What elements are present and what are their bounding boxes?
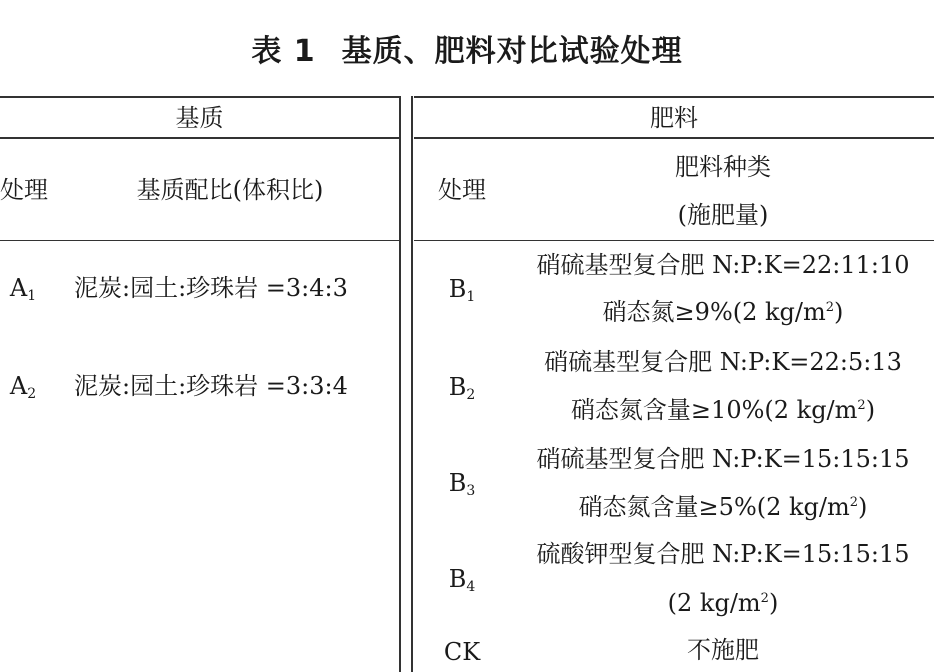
top-rule-left <box>0 96 399 98</box>
header-rule-right <box>414 240 934 241</box>
fertilizer-group-header: 肥料 <box>650 104 698 132</box>
fertilizer-row-b1-id: $B_1$ <box>448 275 476 305</box>
top-rule-right <box>414 96 934 98</box>
fertilizer-row-b4-line1: 硫酸钾型复合肥 N:P:K=15:15:15 <box>536 540 910 568</box>
table-title: 基质、肥料对比试验处理 <box>341 34 683 69</box>
fertilizer-row-b3-line2: 硝态氮含量≥5%(2 $kg/m^2$) <box>578 493 868 521</box>
fertilizer-row-b2-line1: 硝硫基型复合肥 N:P:K=22:5:13 <box>544 348 902 376</box>
fertilizer-amount-header: (施肥量) <box>677 201 769 229</box>
fertilizer-type-header: 肥料种类 <box>675 153 771 181</box>
fertilizer-row-b4-line2: (2 $kg/m^2$) <box>667 589 779 617</box>
fertilizer-row-b2-line2: 硝态氮含量≥10%(2 $kg/m^2$) <box>570 396 876 424</box>
substrate-row-a1-ratio: 泥炭:园土:珍珠岩 =3:4:3 <box>74 274 348 302</box>
group-rule-left <box>0 137 399 139</box>
divider-line-left <box>399 96 401 672</box>
divider-line-right <box>411 96 413 672</box>
substrate-treatment-header: 处理 <box>0 176 48 204</box>
table-number: 表 1 <box>251 34 316 69</box>
fertilizer-row-ck-id: CK <box>443 638 481 666</box>
fertilizer-row-b1-line2: 硝态氮≥9%(2 $kg/m^2$) <box>602 298 844 326</box>
fertilizer-row-b4-id: $B_4$ <box>448 565 476 595</box>
substrate-row-a1-id: $A_1$ <box>9 274 37 304</box>
fertilizer-row-b1-line1: 硝硫基型复合肥 N:P:K=22:11:10 <box>536 251 910 279</box>
table-caption <box>0 26 934 70</box>
header-rule-left <box>0 240 399 241</box>
fertilizer-treatment-header: 处理 <box>438 176 486 204</box>
substrate-row-a2-id: $A_2$ <box>9 372 37 402</box>
fertilizer-row-ck-text: 不施肥 <box>687 636 759 664</box>
substrate-ratio-header: 基质配比(体积比) <box>136 176 324 204</box>
fertilizer-row-b3-line1: 硝硫基型复合肥 N:P:K=15:15:15 <box>536 445 910 473</box>
substrate-row-a2-ratio: 泥炭:园土:珍珠岩 =3:3:4 <box>74 372 348 400</box>
group-rule-right <box>414 137 934 139</box>
fertilizer-row-b2-id: $B_2$ <box>448 373 476 403</box>
fertilizer-row-b3-id: $B_3$ <box>448 469 476 499</box>
substrate-group-header: 基质 <box>175 104 224 132</box>
